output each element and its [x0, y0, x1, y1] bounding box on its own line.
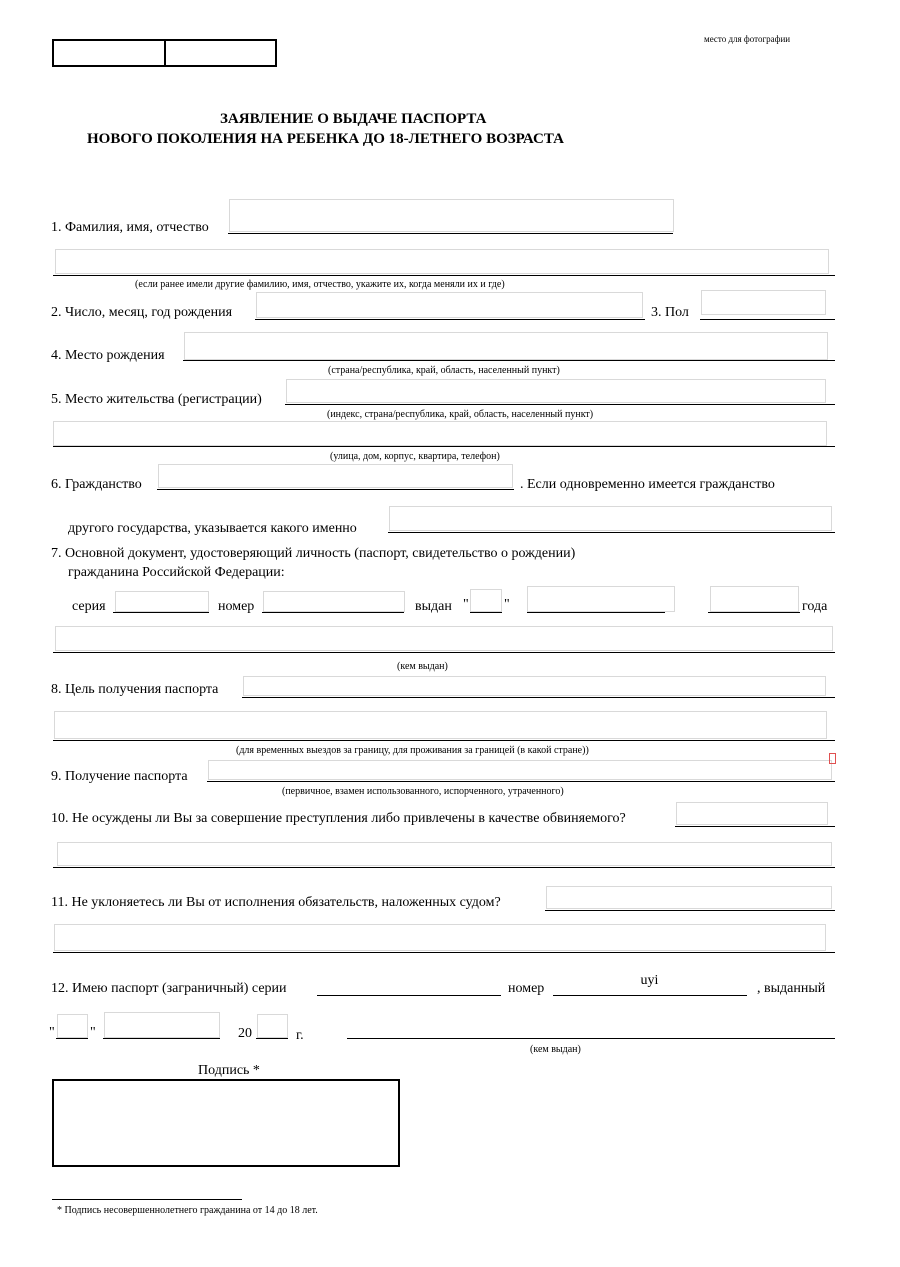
q7-month-input[interactable]: [527, 586, 675, 612]
q9-label: 9. Получение паспорта: [51, 769, 188, 784]
q7-series-label: серия: [72, 599, 106, 614]
q5-hint-2: (улица, дом, корпус, квартира, телефон): [330, 451, 500, 462]
q12-number-value[interactable]: uyi: [640, 973, 659, 988]
registration-box-left: [52, 39, 166, 67]
q8-label: 8. Цель получения паспорта: [51, 682, 219, 697]
q1-previous-names-input[interactable]: [55, 249, 829, 274]
q7-issued-label: выдан: [415, 599, 452, 614]
q7-year-underline: [708, 612, 800, 613]
q12-year-prefix: 20: [238, 1026, 252, 1041]
q6-tail: . Если одновременно имеется гражданство: [520, 477, 775, 492]
q8-purpose-input[interactable]: [243, 676, 826, 696]
q3-label: 3. Пол: [651, 305, 689, 320]
q12-series-underline: [317, 995, 501, 996]
q7-series-input[interactable]: [115, 591, 209, 612]
q7-day-input[interactable]: [470, 589, 502, 612]
q3-underline: [700, 319, 835, 320]
q9-issuance-input[interactable]: [208, 760, 832, 780]
q7-line-2: гражданина Российской Федерации:: [68, 565, 285, 580]
q1-previous-names-underline: [53, 275, 835, 276]
photo-placeholder-note: место для фотографии: [704, 34, 791, 44]
signature-box[interactable]: [52, 1079, 400, 1167]
q7-series-underline: [113, 612, 209, 613]
q7-number-input[interactable]: [263, 591, 405, 612]
q8-detail-underline: [53, 740, 835, 741]
q12-month-underline: [103, 1038, 220, 1039]
q12-month-input[interactable]: [104, 1012, 220, 1038]
q9-underline: [207, 781, 835, 782]
q10-answer-input[interactable]: [676, 802, 828, 825]
q12-hint: (кем выдан): [530, 1044, 581, 1055]
q11-detail-input[interactable]: [54, 924, 826, 951]
q6-other-citizenship-input[interactable]: [389, 506, 832, 531]
q12-year-underline: [256, 1038, 288, 1039]
q6-other-underline: [388, 532, 835, 533]
q6-line-2: другого государства, указывается какого именно: [68, 521, 357, 536]
q3-sex-input[interactable]: [701, 290, 826, 315]
q2-label: 2. Число, месяц, год рождения: [51, 305, 233, 320]
q4-label: 4. Место рождения: [51, 348, 165, 363]
q7-year-input[interactable]: [710, 586, 799, 612]
q12-issued-label: , выданный: [757, 981, 826, 996]
q10-detail-input[interactable]: [57, 842, 832, 866]
q7-day-underline: [470, 612, 502, 613]
q11-detail-underline: [53, 952, 835, 953]
q9-field-marker[interactable]: [829, 753, 836, 764]
q1-label: 1. Фамилия, имя, отчество: [51, 220, 209, 235]
q1-hint: (если ранее имели другие фамилию, имя, отчество, укажите их, когда меняли их и где): [135, 279, 505, 290]
q10-underline: [675, 826, 835, 827]
q6-citizenship-input[interactable]: [158, 464, 513, 488]
q12-label: 12. Имею паспорт (заграничный) серии: [51, 981, 287, 996]
q8-hint: (для временных выездов за границу, для проживания за границей (в какой стране)): [236, 745, 589, 756]
q7-number-label: номер: [218, 599, 255, 614]
q7-line-1: 7. Основной документ, удостоверяющий личность (паспорт, свидетельство о рождении): [51, 546, 576, 561]
q7-issuer-underline: [53, 652, 835, 653]
q12-number-label: номер: [508, 981, 545, 996]
q7-quote-open: ": [463, 597, 469, 612]
q4-birthplace-input[interactable]: [184, 332, 828, 360]
q12-issuer-underline: [347, 1038, 835, 1039]
q5-label: 5. Место жительства (регистрации): [51, 392, 262, 407]
q12-quote-close: ": [90, 1025, 96, 1040]
title-line-2: НОВОГО ПОКОЛЕНИЯ НА РЕБЕНКА ДО 18-ЛЕТНЕГО ВОЗРАСТА: [87, 131, 564, 147]
q9-hint: (первичное, взамен использованного, испорченного, утраченного): [282, 786, 564, 797]
q12-day-input[interactable]: [57, 1014, 88, 1038]
q8-underline: [242, 697, 835, 698]
q5-underline: [285, 404, 835, 405]
q12-quote-open: ": [49, 1025, 55, 1040]
q12-year-suffix: г.: [296, 1028, 304, 1043]
q5-street-underline: [53, 446, 835, 447]
q12-year-input[interactable]: [257, 1014, 288, 1038]
q7-month-underline: [527, 612, 665, 613]
q12-day-underline: [56, 1038, 88, 1039]
q6-underline: [157, 489, 514, 490]
q7-hint: (кем выдан): [397, 661, 448, 672]
q5-street-input[interactable]: [53, 421, 827, 446]
q1-underline: [228, 233, 673, 234]
q11-answer-input[interactable]: [546, 886, 832, 909]
q10-detail-underline: [53, 867, 835, 868]
q6-label: 6. Гражданство: [51, 477, 142, 492]
q5-hint-1: (индекс, страна/республика, край, область, населенный пункт): [327, 409, 594, 420]
q2-underline: [255, 319, 645, 320]
q4-underline: [183, 360, 835, 361]
q2-birthdate-input[interactable]: [256, 292, 643, 318]
q10-label: 10. Не осуждены ли Вы за совершение преступления либо привлечены в качестве обвиняемого?: [51, 811, 626, 826]
footnote-rule: [52, 1199, 242, 1200]
q11-underline: [545, 910, 835, 911]
q7-quote-close: ": [504, 597, 510, 612]
q12-number-underline: [553, 995, 747, 996]
q11-label: 11. Не уклоняетесь ли Вы от исполнения обязательств, наложенных судом?: [51, 895, 501, 910]
q8-purpose-detail-input[interactable]: [54, 711, 827, 739]
q1-fio-input[interactable]: [229, 199, 674, 232]
registration-box-right: [164, 39, 277, 67]
footnote-text: * Подпись несовершеннолетнего гражданина от 14 до 18 лет.: [57, 1205, 318, 1216]
q7-year-label: года: [802, 599, 828, 614]
q7-issuer-input[interactable]: [55, 626, 833, 651]
q7-number-underline: [262, 612, 404, 613]
q4-hint: (страна/республика, край, область, населенный пункт): [328, 365, 560, 376]
q5-residence-input[interactable]: [286, 379, 826, 403]
signature-label: Подпись *: [198, 1063, 260, 1078]
title-line-1: ЗАЯВЛЕНИЕ О ВЫДАЧЕ ПАСПОРТА: [220, 111, 487, 127]
